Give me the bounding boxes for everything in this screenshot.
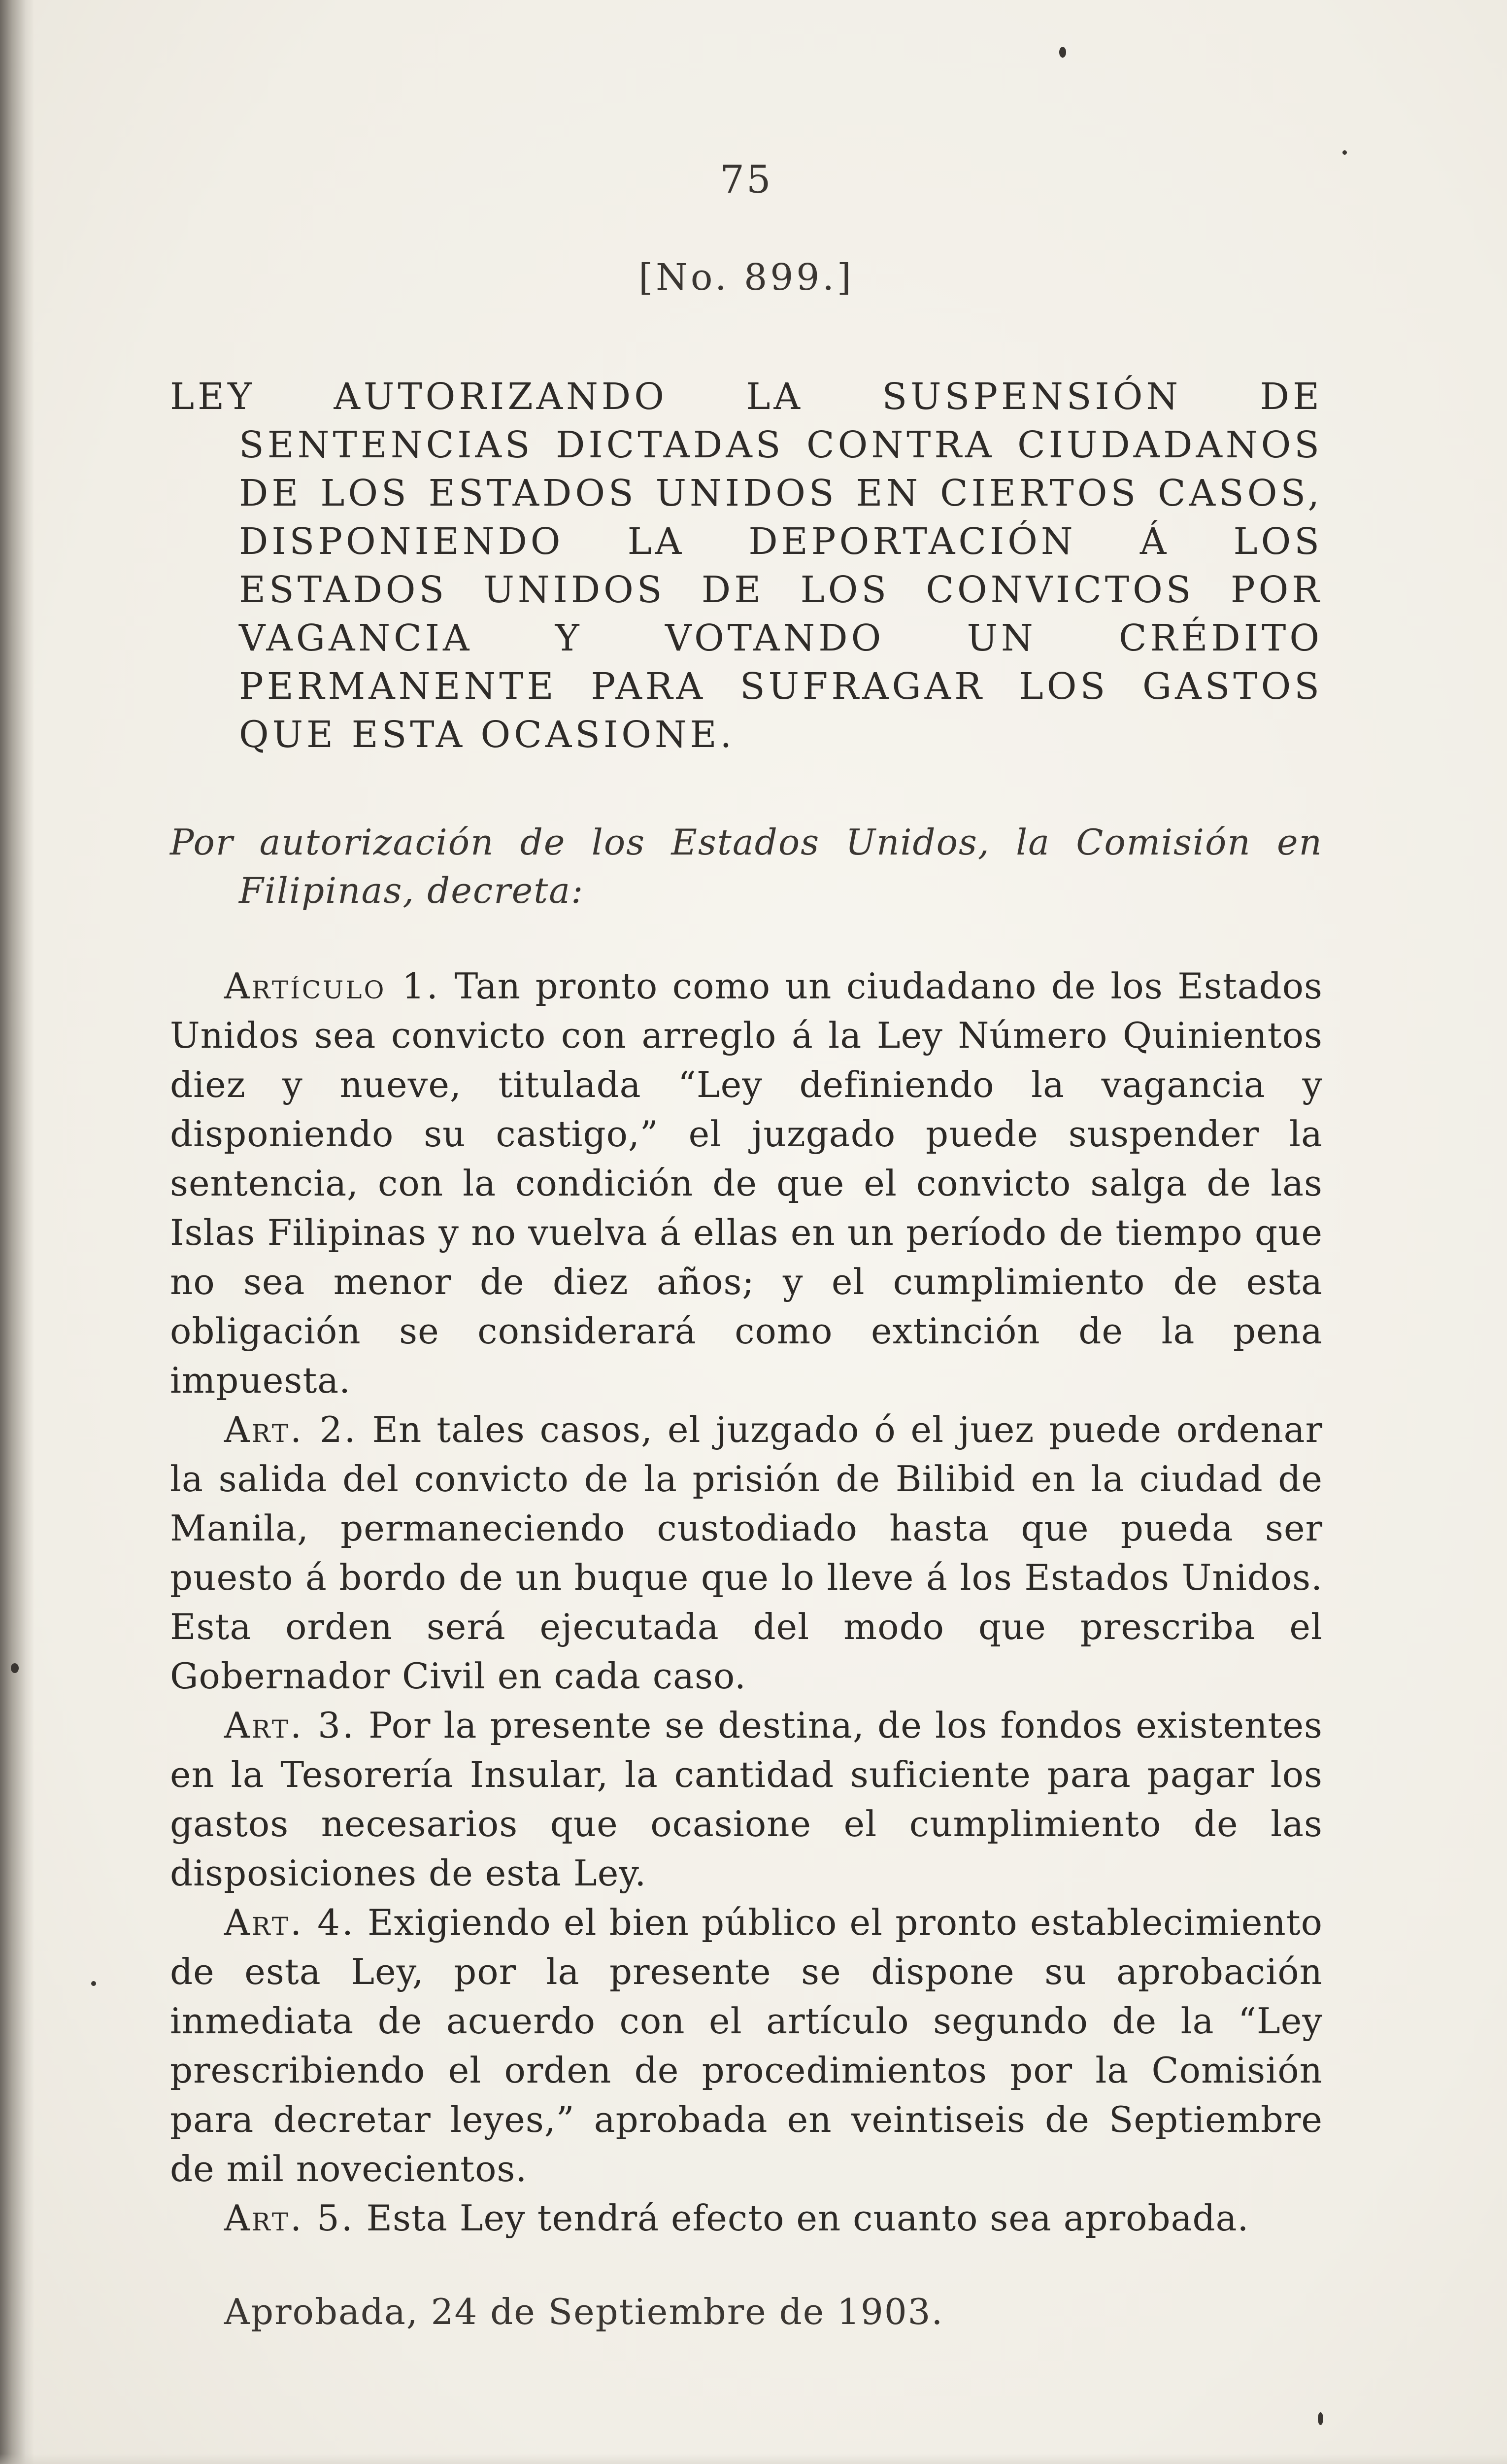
page-content [170, 158, 1323, 2336]
article-text: Exigiendo el bien público el pronto establecimiento de esta Ley, por la presente se dispone su aprobación inmediata de acuerdo con el artículo segundo de la “Ley prescribiendo el orden de procedimientos por la Comisión para decretar leyes,” aprobada en veintiseis de Septiembre de mil novecientos. [170, 1902, 1323, 2190]
ink-speck [1318, 2412, 1323, 2425]
article-3 [170, 1701, 1323, 1898]
article-label: Artículo 1. [224, 965, 440, 1007]
article-label: Art. 3. [224, 1705, 356, 1746]
article-text: Por la presente se destina, de los fondos existentes en la Tesorería Insular, la cantidad suficiente para pagar los gastos necesarios que ocasione el cumplimiento de las disposiciones de esta Ley. [170, 1705, 1323, 1894]
article-text: Tan pronto como un ciudadano de los Estados Unidos sea convicto con arreglo á la Ley Número Quinientos diez y nueve, titulada “Ley definiendo la vagancia y disponiendo su castigo,” el juzgado puede suspender la sentencia, con la condición de que el convicto salga de las Islas Filipinas y no vuelva á ellas en un período de tiempo que no sea menor de diez años; y el cumplimiento de esta obligación se considerará como extinción de la pena impuesta. [170, 965, 1323, 1401]
article-text: En tales casos, el juzgado ó el juez puede ordenar la salida del convicto de la prisión de Bilibid en la ciudad de Manila, permaneciendo custodiado hasta que pueda ser puesto á bordo de un buque que lo lleve á los Estados Unidos. Esta orden será ejecutada del modo que prescriba el Gobernador Civil en cada caso. [170, 1409, 1323, 1697]
article-1 [170, 961, 1323, 1405]
article-4 [170, 1898, 1323, 2193]
article-label: Art. 4. [224, 1902, 355, 1943]
binding-shadow [0, 0, 34, 2464]
ink-speck [1059, 47, 1066, 58]
law-title: LEY AUTORIZANDO LA SUSPENSIÓN DE SENTENCIAS DICTADAS CONTRA CIUDADANOS DE LOS ESTADOS UNIDOS EN CIERTOS CASOS, DISPONIENDO LA DEPORTACIÓN Á LOS ESTADOS UNIDOS DE LOS CONVICTOS POR VAGANCIA Y VOTANDO UN CRÉDITO PERMANENTE PARA SUFRAGAR LOS GASTOS QUE ESTA OCASIONE. [170, 376, 1323, 756]
ink-speck [91, 1981, 96, 1986]
enacting-clause: Por autorización de los Estados Unidos, la Comisión en Filipinas, decreta: [170, 821, 1323, 911]
article-text: Esta Ley tendrá efecto en cuanto sea aprobada. [366, 2197, 1249, 2239]
ink-speck [11, 1663, 19, 1673]
article-5 [170, 2193, 1323, 2243]
article-label: Art. 2. [224, 1409, 358, 1450]
law-number: [No. 899.] [638, 256, 854, 299]
article-2 [170, 1405, 1323, 1701]
bottom-edge-shadow [0, 2454, 1507, 2464]
approval-date: Aprobada, 24 de Septiembre de 1903. [224, 2291, 944, 2332]
ink-speck [1342, 150, 1347, 155]
page-number: 75 [720, 158, 773, 202]
article-label: Art. 5. [224, 2197, 355, 2239]
